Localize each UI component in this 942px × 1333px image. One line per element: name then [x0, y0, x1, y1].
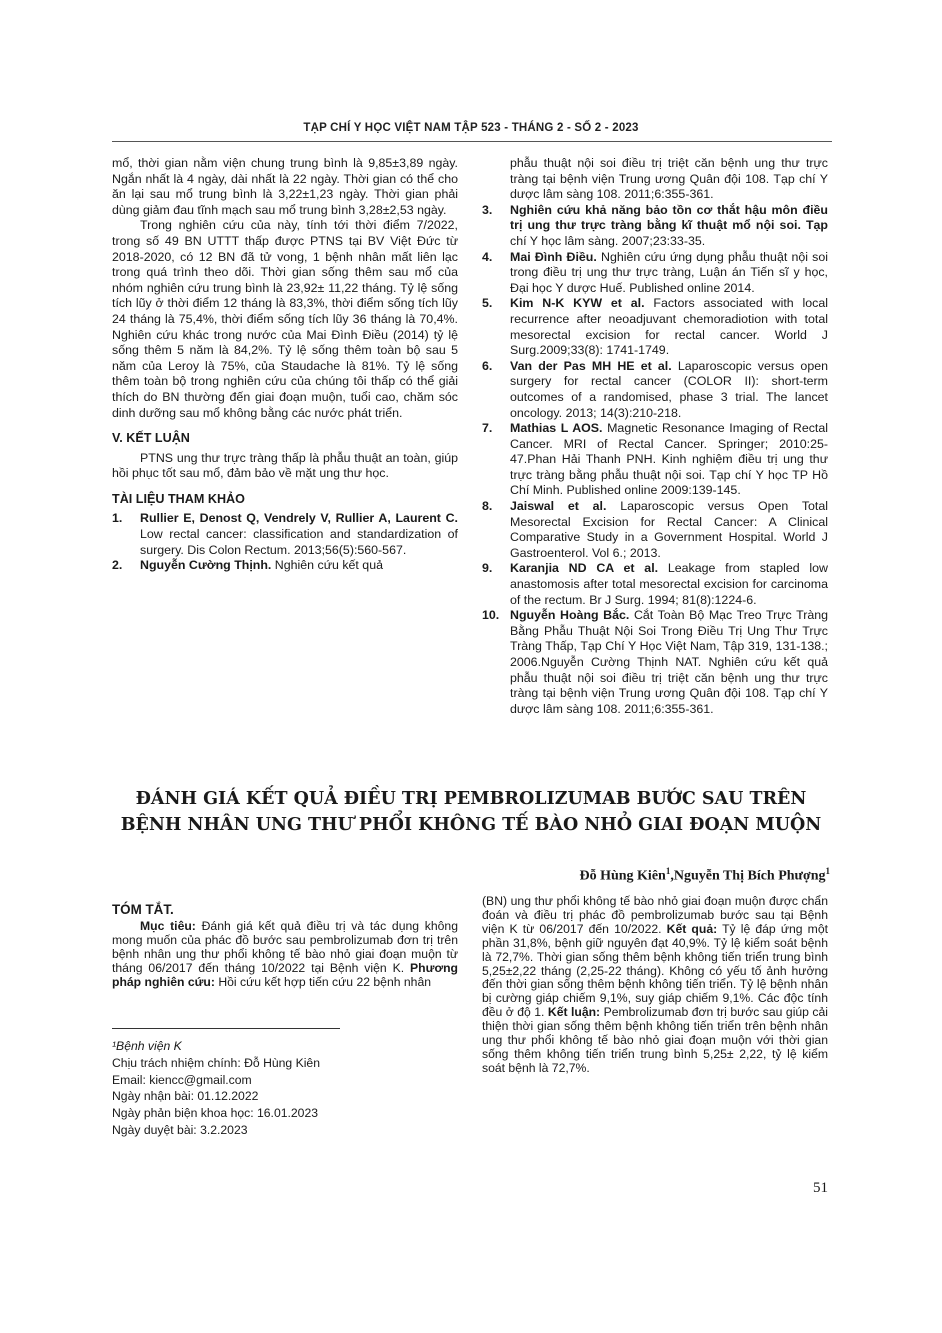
paragraph-conclusion: PTNS ung thư trực tràng thấp là phẫu thuật an toàn, giúp hồi phục tốt sau mổ, đảm bảo về mặt ung thư học. [112, 450, 458, 481]
reference-text: Low rectal cancer: classification and standardization of surgery. Dis Colon Rectum. 2013;56(5):560-567. [140, 527, 458, 557]
reference-authors: Kim N-K KYW et al. [510, 296, 645, 311]
left-column [112, 156, 458, 574]
abstract-text: (BN) ung thư phổi không tế bào nhỏ giai đoạn muộn được chẩn đoán và điều trị phác đồ pembrolizumab bước sau tại Bệnh viện K từ 06/2017 đến 10/2022. [482, 894, 828, 936]
abstract-label-conclusion: Kết luận: [547, 1005, 601, 1020]
reference-text: Cắt Toàn Bộ Mạc Treo Trực Tràng Bằng Phẫu Thuật Nội Soi Trong Điều Trị Ung Thư Trực Tràng Thấp, Tạp Chí Y Học Việt Nam, Tập 319, 131-138.; 2006.Nguyễn Cường Thịnh NAT. Nghiên cứu kết quả phẫu thuật nội soi điều trị triệt căn bệnh ung thư trực tràng tại bệnh viện Trung ương Quân đội 108. Tạp chí Y dược lâm sàng 108. 2011;6:355-361. [510, 608, 828, 716]
reference-text: Laparoscopic versus Open Total Mesorectal Excision for Rectal Cancer: A Clinical Comparative Study in a Government Hospital. World J Gastroenterol. Vol 6.; 2013. [510, 499, 828, 560]
section-heading-conclusion: V. KẾT LUẬN [112, 431, 190, 446]
reference-number: 3. [482, 202, 493, 217]
abstract-text: Pembrolizumab đơn trị bước sau giúp cải thiện thời gian sống thêm bệnh không tiến triển trên bệnh nhân ung thư phổi không tế bào nhỏ giai đoạn muộn với thời gian sống thêm không tiến triển trung bình 5,25± 2,22, tỷ lệ kiểm soát bệnh là 72,7%. [482, 1005, 828, 1075]
affiliation-marker: 1 [825, 866, 830, 876]
reference-number: 10. [482, 608, 500, 623]
abstract-right [482, 895, 828, 1076]
right-column [482, 156, 828, 717]
reference-number: 1. [112, 511, 123, 526]
reference-authors: Karanjia ND CA et al. [510, 561, 659, 576]
footnote-affiliation: ¹Bệnh viện K [112, 1039, 182, 1053]
affiliation-marker: 1 [665, 866, 671, 876]
article-title-line: ĐÁNH GIÁ KẾT QUẢ ĐIỀU TRỊ PEMBROLIZUMAB BƯỚC SAU TRÊN [135, 789, 807, 809]
reference-item [482, 296, 828, 358]
footnote-received: Ngày nhận bài: 01.12.2022 [112, 1089, 259, 1104]
abstract-label-results: Kết quả: [666, 921, 718, 936]
article-title-line: BỆNH NHÂN UNG THƯ PHỔI KHÔNG TẾ BÀO NHỎ GIAI ĐOẠN MUỘN [120, 815, 822, 835]
article-authors: Đỗ Hùng Kiên$^1$,Nguyễn Thị Bích Phượng$^1$ [579, 866, 830, 884]
reference-authors: Nguyễn Cường Thịnh. [140, 558, 272, 573]
reference-number: 9. [482, 561, 493, 576]
paragraph-hospital-stay: mổ, thời gian nằm viện chung trung bình là 9,85±3,89 ngày. Ngắn nhất là 4 ngày, dài nhất là 22 ngày. Thời gian có thể cho ăn lại sau mổ trung bình là 3,22±1,23 ngày. Thời gian phải dùng giảm đau tĩnh mạch sau mổ trung bình 3,28±2,53 ngày. [112, 156, 458, 217]
reference-item [482, 359, 828, 421]
footnote-email: Email: kiencc@gmail.com [112, 1072, 252, 1087]
paragraph-survival: Trong nghiên cứu của này, tính tới thời điểm 7/2022, trong số 49 BN UTTT thấp được PTNS tại BV Việt Đức từ 2018-2020, có 12 BN đã tử vong, 1 bệnh nhân mất liên lạc trong quá trình theo dõi. Thời gian sống thêm sau mổ của nhóm nghiên cứu trung bình là 23,92± 11,22 tháng. Tỷ lệ sống tích lũy ở thời điểm 12 tháng là 83,3%, thời điểm sống tích lũy 24 tháng là 75,4%, thời điểm sống tích lũy 36 tháng là 70,4%. Nghiên cứu khác trong nước của Mai Đình Điều (2014) tỷ lệ sống thêm 5 năm là 84,2%. Tỷ lệ sống thêm toàn bộ sau 5 năm của Leroy là 75%, của Staudache là 81%. Tỷ lệ sống thêm toàn bộ trong nghiên cứu của chúng tôi thấp có thể giải thích do BN thường đến giai đoạn muộn, tuổi cao, chăm sóc dinh dưỡng sau mổ không bằng các nước phát triển. [112, 218, 458, 420]
reference-item [482, 561, 828, 608]
reference-number: 2. [112, 558, 123, 573]
reference-text: Laparoscopic versus open surgery for rectal cancer (COLOR II): short-term outcomes of a randomised, phase 3 trial. The lancet oncology. 2013; 14(3):210-218. [510, 358, 828, 420]
reference-item [112, 511, 458, 558]
footnote-divider [112, 1028, 340, 1029]
reference-item [482, 421, 828, 499]
author-name: Đỗ Hùng Kiên [579, 868, 666, 884]
reference-item [482, 203, 828, 250]
reference-text: Magnetic Resonance Imaging of Rectal Cancer. MRI of Rectal Cancer. Springer; 2010:25-47.Phan Hải Thanh PNH. Kinh nghiệm điều trị ung thư trực tràng bằng phẫu thuật nội soi. Tạp chí Y học TP Hồ Chí Minh. Published online 2009:139-145. [510, 421, 828, 498]
reference-text: chí Y học lâm sàng. 2007;23:33-35. [510, 233, 706, 248]
reference-list [112, 511, 458, 573]
abstract-label-methods: Phương pháp nghiên cứu: [112, 960, 458, 989]
abstract-text: Đánh giá kết quả điều trị và tác dụng không mong muốn của phác đồ bước sau pembrolizumab đơn trị trên bệnh nhân ung thư phổi không tế bào nhỏ giai đoạn muộn từ tháng 06/2017 đến tháng 10/2022 tại Bệnh viện K. [112, 918, 458, 975]
abstract-heading: TÓM TẮT. [112, 902, 174, 917]
reference-authors: Mai Đình Điều. [510, 249, 597, 264]
reference-item [482, 608, 828, 717]
reference-number: 8. [482, 499, 493, 514]
reference-authors: Nguyễn Hoàng Bắc. [510, 608, 630, 623]
author-name: Nguyễn Thị Bích Phượng [673, 868, 826, 884]
footnote-reviewed: Ngày phản biện khoa học: 16.01.2023 [112, 1106, 318, 1121]
reference-text: Nghiên cứu ứng dụng phẫu thuật nội soi trong điều trị ung thư trực tràng, Luận án Tiến sĩ y học, Đại học Y dược Huế. Published online 2014. [510, 249, 828, 295]
abstract-label-objective: Mục tiêu: [140, 918, 196, 933]
reference-item [482, 250, 828, 297]
reference-number: 4. [482, 249, 493, 264]
article-title [0, 786, 942, 838]
reference-number: 6. [482, 358, 493, 373]
abstract-text: Tỷ lệ đáp ứng một phần 31,8%, bệnh giữ nguyên đạt 40,9%. Tỷ lệ kiểm soát bệnh là 72,7%. Thời gian sống thêm bệnh không tiến triển trung bình 5,25±2,22 tháng (2,25-22 tháng). Không có yếu tố ảnh hưởng đến thời gian sống thêm bệnh không tiến triển. Tỷ lệ bệnh nhân bị cường giáp chiếm 9,1%, suy giáp chiếm 9,1%. Các độc tính đều ở độ 1. [482, 921, 828, 1020]
reference-authors: Mathias L AOS. [510, 421, 603, 436]
reference-text: phẫu thuật nội soi điều trị triệt căn bệnh ung thư trực tràng tại bệnh viện Trung ương Quân đội 108. Tạp chí Y dược lâm sàng 108. 2011;6:355-361. [510, 156, 828, 202]
abstract-text: Hồi cứu kết hợp tiến cứu 22 bệnh nhân [214, 974, 431, 989]
reference-authors: Van der Pas MH HE et al. [510, 358, 672, 373]
reference-number: 7. [482, 421, 493, 436]
header-divider [112, 141, 832, 142]
reference-item [482, 156, 828, 203]
reference-text: Nghiên cứu kết quả [271, 558, 383, 573]
reference-item [482, 499, 828, 561]
reference-authors: Nghiên cứu khả năng bảo tồn cơ thắt hậu môn điều trị ung thư trực tràng bằng kĩ thuật mổ nội soi. Tạp [510, 202, 828, 233]
reference-number: 5. [482, 296, 493, 311]
abstract-left [112, 903, 458, 989]
journal-header: TẠP CHÍ Y HỌC VIỆT NAM TẬP 523 - THÁNG 2 - SỐ 2 - 2023 [303, 122, 639, 134]
references-heading: TÀI LIỆU THAM KHẢO [112, 491, 245, 506]
footnote [112, 1038, 458, 1139]
footnote-corresponding: Chịu trách nhiệm chính: Đỗ Hùng Kiên [112, 1055, 320, 1070]
reference-text: Leakage from stapled low anastomosis after total mesorectal excision for carcinoma of the rectum. Br J Surg. 1994; 81(8):1224-6. [510, 561, 828, 607]
reference-item [112, 558, 458, 574]
reference-authors: Jaiswal et al. [510, 499, 607, 514]
reference-authors: Rullier E, Denost Q, Vendrely V, Rullier A, Laurent C. [140, 511, 458, 526]
footnote-accepted: Ngày duyệt bài: 3.2.2023 [112, 1122, 248, 1137]
page-number: 51 [813, 1180, 828, 1196]
reference-text: Factors associated with local recurrence after neoadjuvant chemoradiotion with total mesorectal excision for rectal cancer. World J Surg.2009;33(8): 1741-1749. [510, 296, 828, 358]
